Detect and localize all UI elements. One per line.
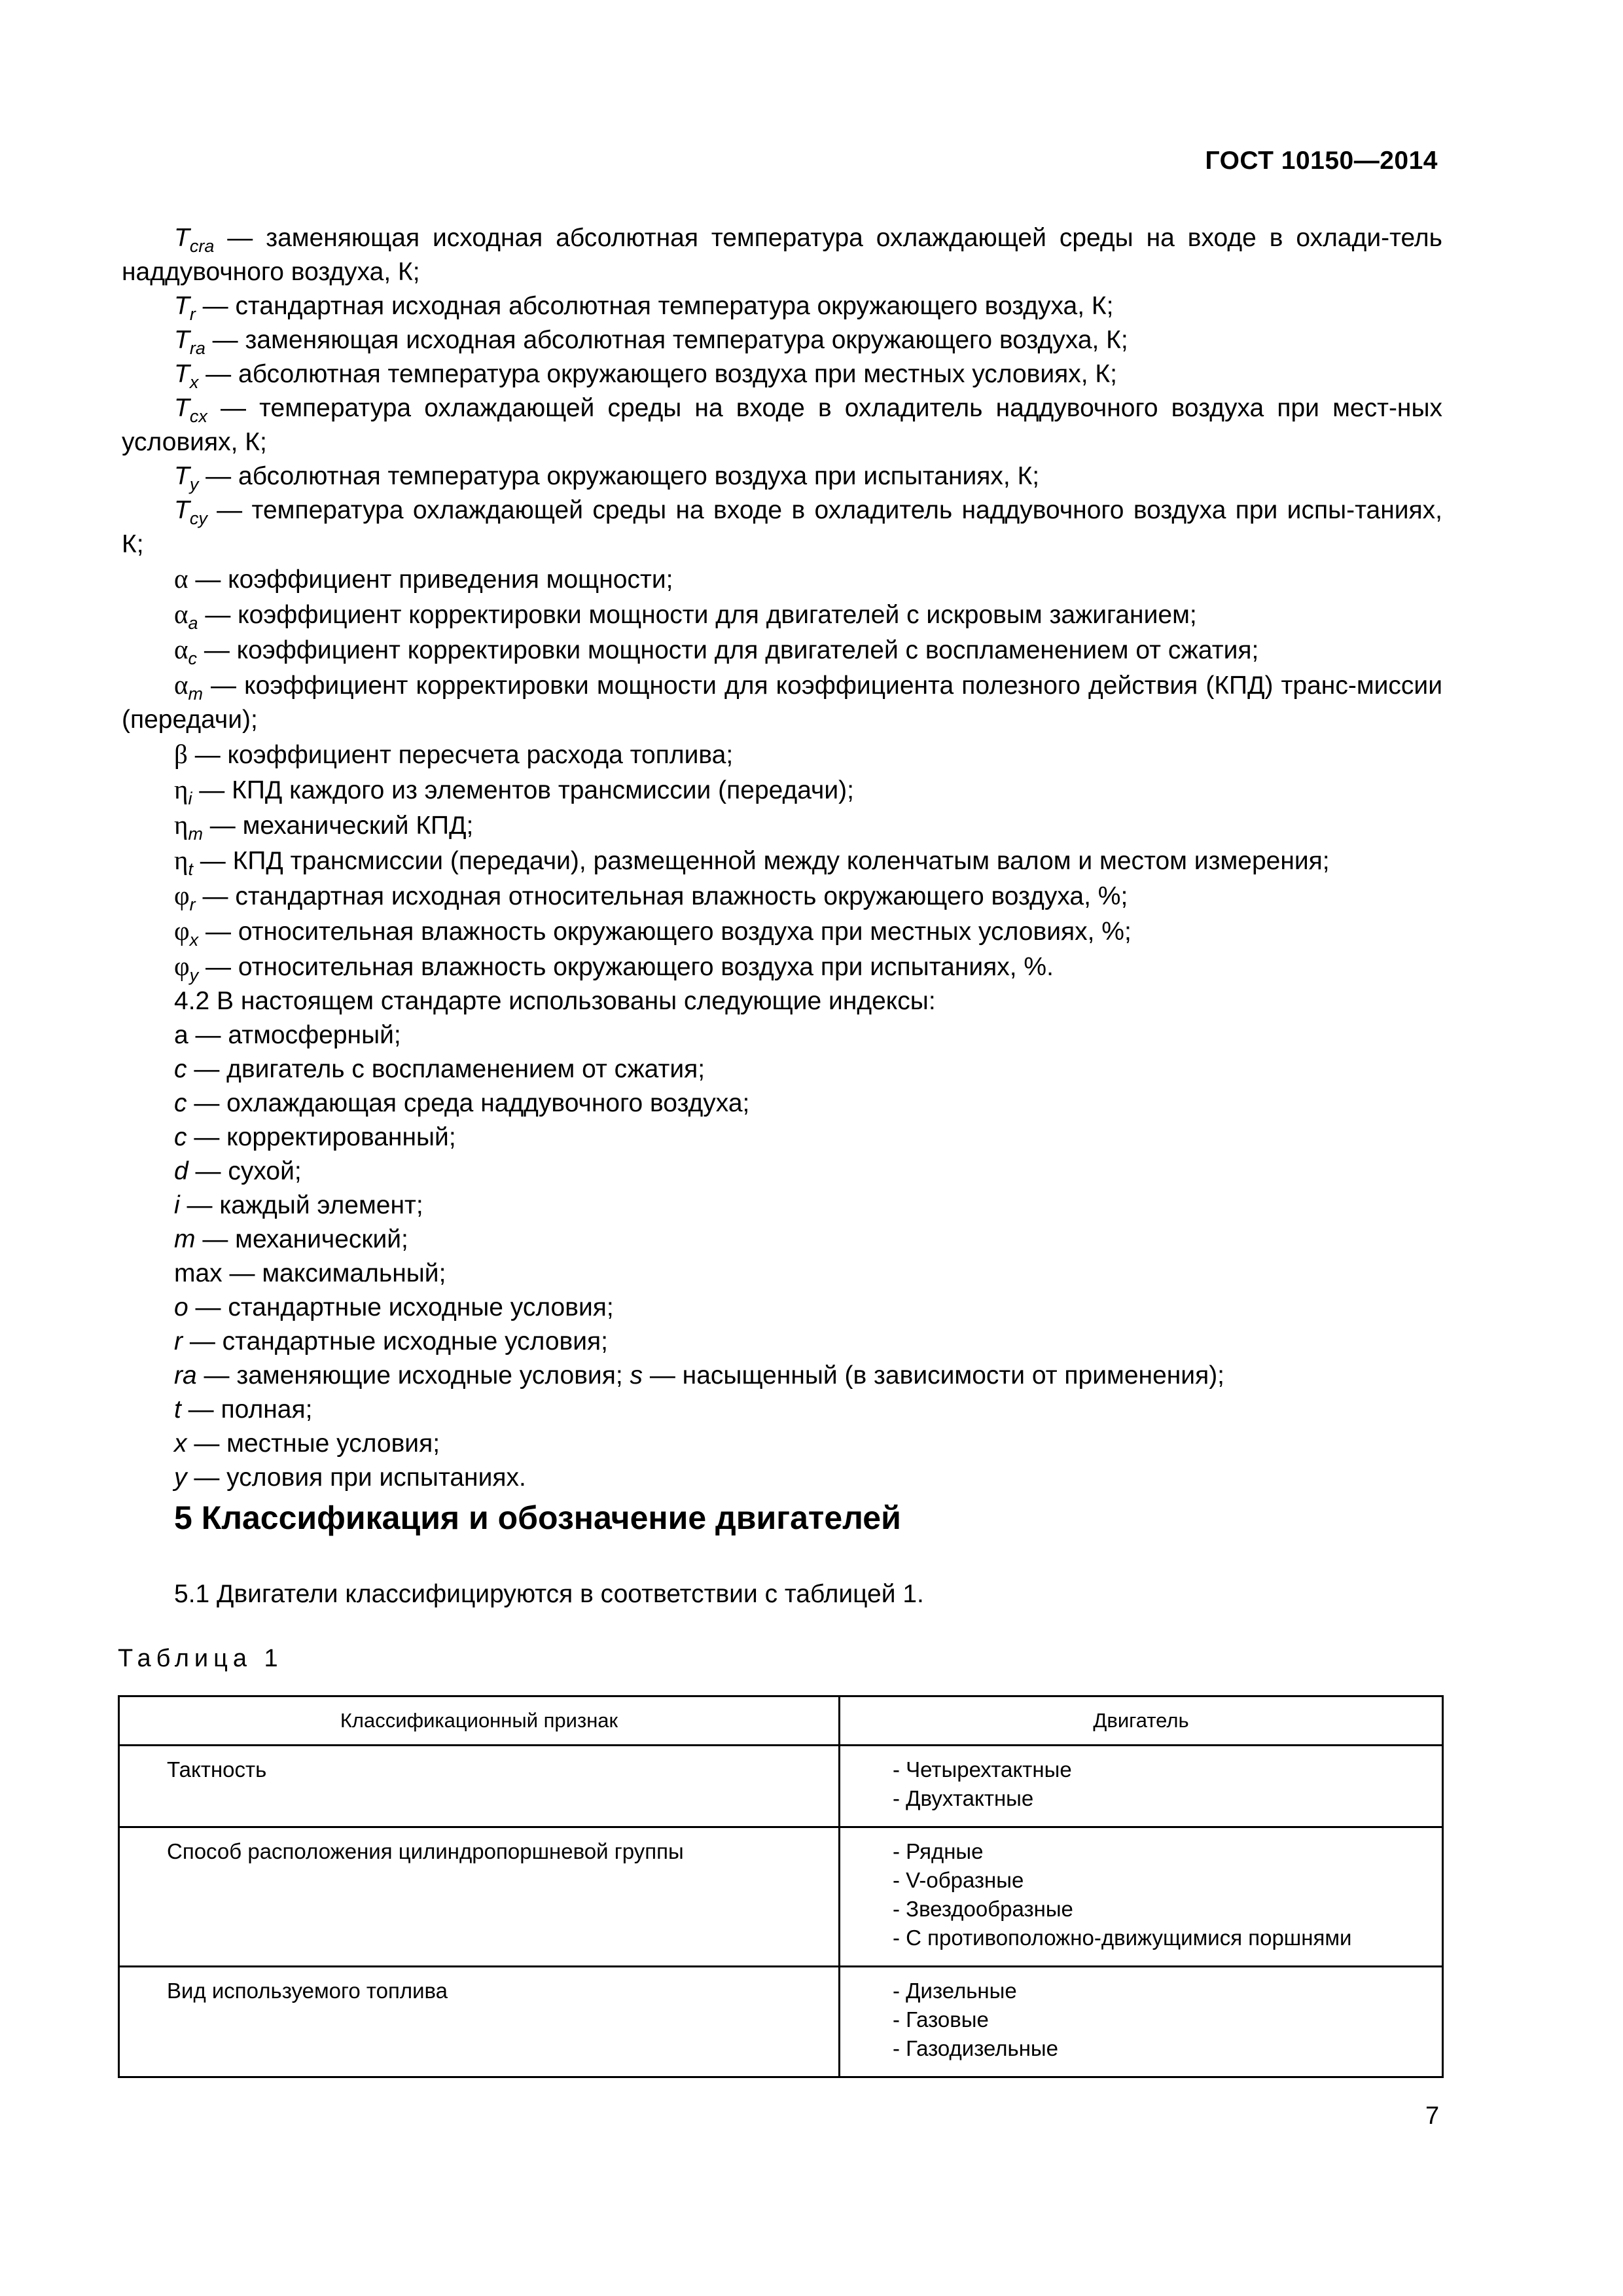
index-definition [122, 1223, 1442, 1257]
symbol: T [174, 394, 190, 422]
symbol: α [174, 564, 188, 594]
symbol: α [174, 599, 188, 629]
index-description: — корректированный; [187, 1123, 456, 1151]
symbol-description: — температура охлаждающей среды на входе в охладитель наддувочного воздуха при испы-таниях, К; [122, 496, 1442, 558]
symbol-definition [122, 949, 1442, 984]
symbol: β [174, 739, 188, 769]
index-letter: max [174, 1259, 223, 1287]
symbol-subscript: ra [189, 338, 205, 358]
symbol-definition [122, 562, 1442, 597]
symbol-description: — относительная влажность окружающего воздуха при местных условиях, %; [198, 918, 1132, 946]
symbol: α [174, 634, 188, 664]
symbol-subscript: m [188, 684, 203, 704]
symbol-description: — абсолютная температура окружающего воздуха при местных условиях, К; [198, 360, 1117, 388]
index-description: — сухой; [188, 1157, 302, 1185]
engine-type-item: - С противоположно-движущимися поршнями [893, 1926, 1352, 1950]
symbol-definition [122, 289, 1442, 323]
index-letter: ra [174, 1361, 197, 1390]
symbol: φ [174, 951, 190, 981]
engine-type-item: - Рядные [893, 1839, 984, 1863]
symbol-subscript: y [189, 475, 199, 494]
symbol-subscript: x [189, 930, 199, 950]
symbol: φ [174, 916, 190, 946]
index-letter: i [174, 1191, 180, 1219]
symbol: η [174, 810, 188, 840]
symbol-subscript: a [188, 613, 198, 633]
index-description: — стандартные исходные условия; [183, 1327, 608, 1355]
symbol-description: — температура охлаждающей среды на входе в охладитель наддувочного воздуха при мест-ных условиях, К; [122, 394, 1442, 456]
index-description: — местные условия; [187, 1429, 440, 1458]
symbol-description: — коэффициент корректировки мощности для двигателей с искровым зажиганием; [198, 601, 1197, 629]
symbol-description: — стандартная исходная абсолютная температура окружающего воздуха, К; [195, 292, 1114, 320]
index-letter: a [174, 1021, 188, 1049]
symbol-subscript: cx [189, 406, 207, 426]
symbol: T [174, 496, 190, 524]
index-letter: r [174, 1327, 183, 1355]
symbol-definition [122, 493, 1442, 562]
symbol-description: — коэффициент приведения мощности; [188, 565, 673, 594]
symbol-definition [122, 391, 1442, 459]
table-header-engine: Двигатель [840, 1696, 1443, 1746]
symbol-definition [122, 221, 1442, 289]
index-definition [122, 1291, 1442, 1325]
table-row [119, 1827, 1443, 1967]
index-letter: d [174, 1157, 188, 1185]
table-row [119, 1967, 1443, 2077]
symbol-definition [122, 808, 1442, 843]
page-number: 7 [1425, 2102, 1440, 2130]
symbol-subscript: r [189, 895, 196, 914]
table-cell-engines [840, 1827, 1443, 1967]
symbols-list [122, 221, 1442, 1495]
symbol: φ [174, 880, 190, 910]
index-definition [122, 1189, 1442, 1223]
symbol-description: — коэффициент корректировки мощности для двигателей с воспламенением от сжатия; [196, 636, 1259, 664]
symbol: T [174, 224, 190, 252]
index-definition [122, 1257, 1442, 1291]
symbol-description: — абсолютная температура окружающего воздуха при испытаниях, К; [198, 462, 1040, 490]
table-header-feature: Классификационный признак [119, 1696, 840, 1746]
symbol: T [174, 360, 190, 388]
index-description: — охлаждающая среда наддувочного воздуха; [187, 1089, 750, 1117]
index-description: — двигатель с воспламенением от сжатия; [187, 1055, 705, 1083]
symbol-subscript: i [188, 789, 192, 808]
index-letter: c [174, 1089, 187, 1117]
engine-type-item: - Газодизельные [893, 2036, 1058, 2060]
paragraph-5-1: 5.1 Двигатели классифицируются в соответствии с таблицей 1. [174, 1580, 924, 1608]
index-definition [122, 1086, 1442, 1121]
symbol-description: — коэффициент пересчета расхода топлива; [187, 741, 734, 769]
index-definition [122, 1461, 1442, 1495]
symbol-definition [122, 459, 1442, 493]
index-description: — максимальный; [222, 1259, 446, 1287]
symbol-definition [122, 772, 1442, 808]
symbol-subscript: m [188, 824, 203, 844]
index-definition [122, 1052, 1442, 1086]
index-description: — механический; [195, 1225, 408, 1253]
table-cell-feature: Тактность [119, 1746, 840, 1827]
table-cell-engines [840, 1967, 1443, 2077]
index-letter: c [174, 1055, 187, 1083]
table-cell-feature: Способ расположения цилиндропоршневой группы [119, 1827, 840, 1967]
index-letter: o [174, 1293, 188, 1321]
symbol-definition [122, 357, 1442, 391]
classification-table [118, 1695, 1444, 2078]
symbol-subscript: y [189, 965, 199, 985]
engine-type-item: - Четырехтактные [893, 1757, 1072, 1782]
symbol-subscript: r [189, 304, 196, 324]
index-description: — условия при испытаниях. [187, 1463, 526, 1492]
symbol-definition [122, 668, 1442, 737]
symbol: T [174, 326, 190, 354]
symbol-subscript: cra [189, 236, 215, 256]
symbol-description: — КПД каждого из элементов трансмиссии (передачи); [192, 776, 854, 804]
table-caption: Таблица 1 [118, 1645, 283, 1672]
symbol-definition [122, 843, 1442, 878]
index-description: — насыщенный (в зависимости от применения); [643, 1361, 1225, 1390]
symbol: T [174, 462, 190, 490]
table-cell-feature: Вид используемого топлива [119, 1967, 840, 2077]
index-description: — заменяющие исходные условия; [196, 1361, 630, 1390]
index-letter: m [174, 1225, 196, 1253]
symbol-definition [122, 878, 1442, 914]
index-letter: x [174, 1429, 187, 1458]
symbol-description: — коэффициент корректировки мощности для коэффициента полезного действия (КПД) транс-миссии (передачи); [122, 672, 1442, 734]
index-description: — каждый элемент; [179, 1191, 423, 1219]
index-definition [122, 1121, 1442, 1155]
symbol-subscript: c [188, 649, 197, 668]
engine-type-item: - Двухтактные [893, 1786, 1034, 1810]
symbol: η [174, 774, 188, 804]
index-definition [122, 1359, 1442, 1393]
symbol-description: — заменяющая исходная абсолютная температура окружающего воздуха, К; [205, 326, 1128, 354]
document-header: ГОСТ 10150—2014 [1205, 147, 1438, 175]
symbol-definition [122, 597, 1442, 632]
engine-type-item: - Дизельные [893, 1979, 1017, 2003]
index-letter: t [174, 1395, 181, 1424]
index-description: — стандартные исходные условия; [188, 1293, 614, 1321]
index-description: — полная; [181, 1395, 313, 1424]
symbol-definition [122, 632, 1442, 668]
table-cell-engines [840, 1746, 1443, 1827]
symbol: η [174, 845, 188, 875]
index-definition [122, 1325, 1442, 1359]
index-letter: y [174, 1463, 187, 1492]
index-letter: s [630, 1361, 643, 1390]
symbol: α [174, 670, 188, 700]
paragraph-4-2: 4.2 В настоящем стандарте использованы следующие индексы: [174, 987, 936, 1015]
engine-type-item: - V-образные [893, 1868, 1024, 1892]
index-definition [122, 1393, 1442, 1427]
symbol-description: — КПД трансмиссии (передачи), размещенной между коленчатым валом и местом измерения; [192, 847, 1330, 875]
symbol-description: — стандартная исходная относительная влажность окружающего воздуха, %; [195, 882, 1128, 910]
symbol-description: — заменяющая исходная абсолютная температура охлаждающей среды на входе в охлади-тель наддувочного воздуха, К; [122, 224, 1442, 286]
symbol-description: — относительная влажность окружающего воздуха при испытаниях, %. [198, 953, 1054, 981]
symbol-subscript: cy [189, 509, 207, 528]
table-row [119, 1746, 1443, 1827]
symbol-subscript: t [188, 859, 193, 879]
section-title: 5 Классификация и обозначение двигателей [174, 1499, 901, 1536]
symbol-subscript: x [189, 372, 199, 392]
symbol-definition [122, 323, 1442, 357]
index-letter: c [174, 1123, 187, 1151]
engine-type-item: - Газовые [893, 2007, 989, 2032]
symbol-definition [122, 737, 1442, 772]
symbol-description: — механический КПД; [202, 812, 474, 840]
index-description: — атмосферный; [188, 1021, 401, 1049]
index-definition [122, 1427, 1442, 1461]
index-definition [122, 1155, 1442, 1189]
table-header-row [119, 1696, 1443, 1746]
engine-type-item: - Звездообразные [893, 1897, 1073, 1921]
index-definition [122, 1018, 1442, 1052]
symbol: T [174, 292, 190, 320]
symbol-definition [122, 914, 1442, 949]
